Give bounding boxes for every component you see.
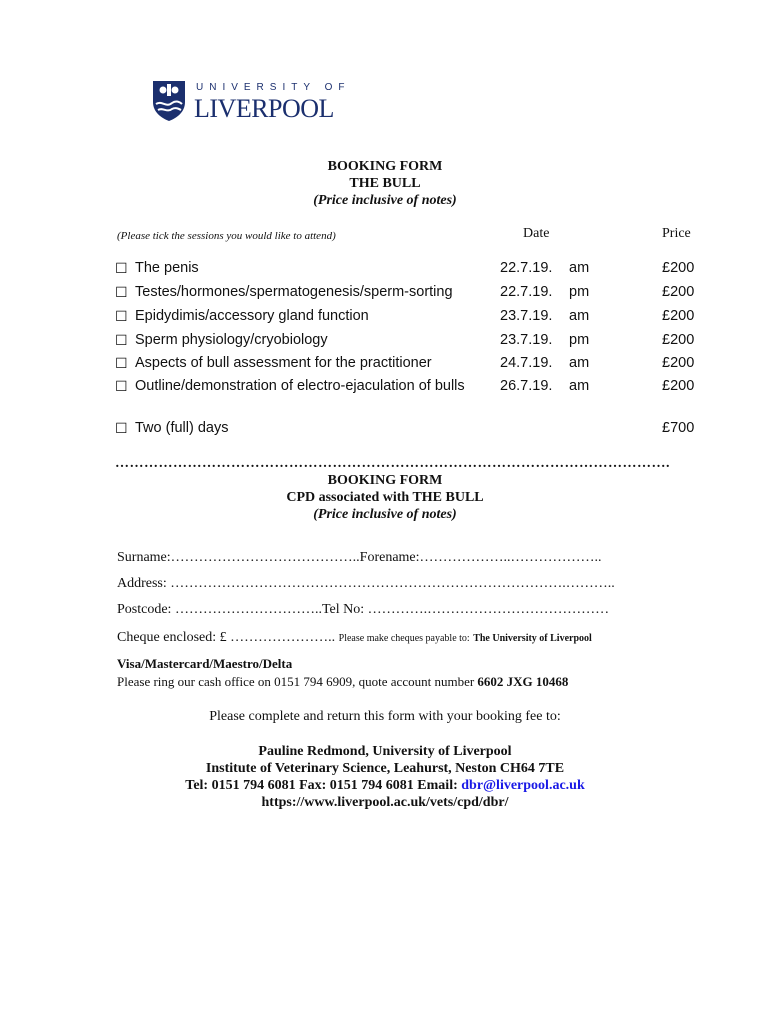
session-label: Outline/demonstration of electro-ejaculation of bulls bbox=[135, 378, 465, 394]
contact-institute: Institute of Veterinary Science, Leahurst, Neston CH64 7TE bbox=[205, 761, 565, 776]
session-row bbox=[115, 378, 705, 400]
cards-accepted bbox=[117, 656, 292, 672]
logo-top-text: UNIVERSITY OF bbox=[196, 82, 351, 93]
column-header-price: Price bbox=[662, 226, 691, 241]
session-checkbox[interactable]: ☐ bbox=[115, 332, 128, 348]
session-price: £200 bbox=[662, 308, 695, 324]
session-label: Testes/hormones/spermatogenesis/sperm-sorting bbox=[135, 284, 453, 300]
cheque-field[interactable]: Cheque enclosed: £ ………………….. bbox=[117, 630, 336, 645]
price-note: (Price inclusive of notes) bbox=[313, 193, 457, 208]
return-instruction: Please complete and return this form with your booking fee to: bbox=[209, 709, 561, 724]
session-price: £200 bbox=[662, 260, 695, 276]
session-time: pm bbox=[569, 284, 590, 300]
postcode-tel-field[interactable]: Postcode: …………………………..Tel No: ………….………………………………… bbox=[117, 602, 610, 617]
session-checkbox[interactable]: ☐ bbox=[115, 284, 128, 300]
full-days-label: Two (full) days bbox=[135, 420, 229, 436]
account-number: 6602 JXG 10468 bbox=[477, 674, 569, 689]
cash-office-text: Please ring our cash office on 0151 794 6909, quote account number bbox=[117, 674, 475, 689]
cheque-note: Please make cheques payable to: bbox=[338, 633, 470, 644]
full-days-row bbox=[115, 420, 705, 442]
column-header-date: Date bbox=[523, 226, 550, 241]
session-date: 26.7.19. bbox=[500, 378, 553, 394]
session-time: am bbox=[569, 355, 590, 371]
form-price-note: (Price inclusive of notes) bbox=[313, 507, 457, 522]
session-label: Sperm physiology/cryobiology bbox=[135, 332, 328, 348]
contact-name: Pauline Redmond, University of Liverpool bbox=[258, 744, 512, 759]
page-title: BOOKING FORM bbox=[327, 159, 443, 174]
full-days-checkbox[interactable]: ☐ bbox=[115, 420, 128, 436]
session-price: £200 bbox=[662, 284, 695, 300]
tick-instruction: (Please tick the sessions you would like to attend) bbox=[117, 230, 336, 242]
university-logo bbox=[152, 78, 351, 123]
surname-forename-field[interactable]: Surname:…………………………………..Forename:………………..……………….. bbox=[117, 550, 602, 565]
session-checkbox[interactable]: ☐ bbox=[115, 260, 128, 276]
session-date: 23.7.19. bbox=[500, 308, 553, 324]
contact-phone-fax: Tel: 0151 794 6081 Fax: 0151 794 6081 Email: bbox=[185, 778, 458, 793]
session-checkbox[interactable]: ☐ bbox=[115, 308, 128, 324]
session-row bbox=[115, 284, 705, 306]
session-row bbox=[115, 355, 705, 377]
session-price: £200 bbox=[662, 332, 695, 348]
contact-details bbox=[0, 777, 770, 794]
session-row bbox=[115, 332, 705, 354]
session-time: pm bbox=[569, 332, 590, 348]
session-date: 24.7.19. bbox=[500, 355, 553, 371]
cheque-payee: The University of Liverpool bbox=[473, 633, 592, 644]
cards-label: Visa/Mastercard/Maestro/Delta bbox=[117, 656, 293, 671]
session-price: £200 bbox=[662, 355, 695, 371]
session-row bbox=[115, 260, 705, 282]
cheque-line bbox=[117, 630, 592, 646]
session-label: The penis bbox=[135, 260, 199, 276]
contact-url[interactable]: https://www.liverpool.ac.uk/vets/cpd/dbr/ bbox=[261, 795, 509, 810]
session-price: £200 bbox=[662, 378, 695, 394]
cut-line-divider: ……………………………………………………………………………………………………. bbox=[115, 456, 670, 471]
session-time: am bbox=[569, 260, 590, 276]
form-title: BOOKING FORM bbox=[327, 473, 443, 488]
session-label: Epidydimis/accessory gland function bbox=[135, 308, 369, 324]
shield-icon bbox=[152, 80, 186, 122]
cash-office-line bbox=[117, 674, 568, 690]
session-time: am bbox=[569, 378, 590, 394]
logo-main-text: LIVERPOOL bbox=[194, 94, 334, 123]
address-field[interactable]: Address: ………………………………………………………………………….……….. bbox=[117, 576, 615, 591]
session-checkbox[interactable]: ☐ bbox=[115, 355, 128, 371]
session-checkbox[interactable]: ☐ bbox=[115, 378, 128, 394]
session-date: 22.7.19. bbox=[500, 260, 553, 276]
session-date: 22.7.19. bbox=[500, 284, 553, 300]
page-subtitle: THE BULL bbox=[349, 176, 421, 191]
session-date: 23.7.19. bbox=[500, 332, 553, 348]
form-subtitle: CPD associated with THE BULL bbox=[286, 490, 484, 505]
contact-email-link[interactable]: dbr@liverpool.ac.uk bbox=[461, 778, 585, 793]
session-row bbox=[115, 308, 705, 330]
full-days-price: £700 bbox=[662, 420, 695, 436]
session-label: Aspects of bull assessment for the practitioner bbox=[135, 355, 432, 371]
session-time: am bbox=[569, 308, 590, 324]
